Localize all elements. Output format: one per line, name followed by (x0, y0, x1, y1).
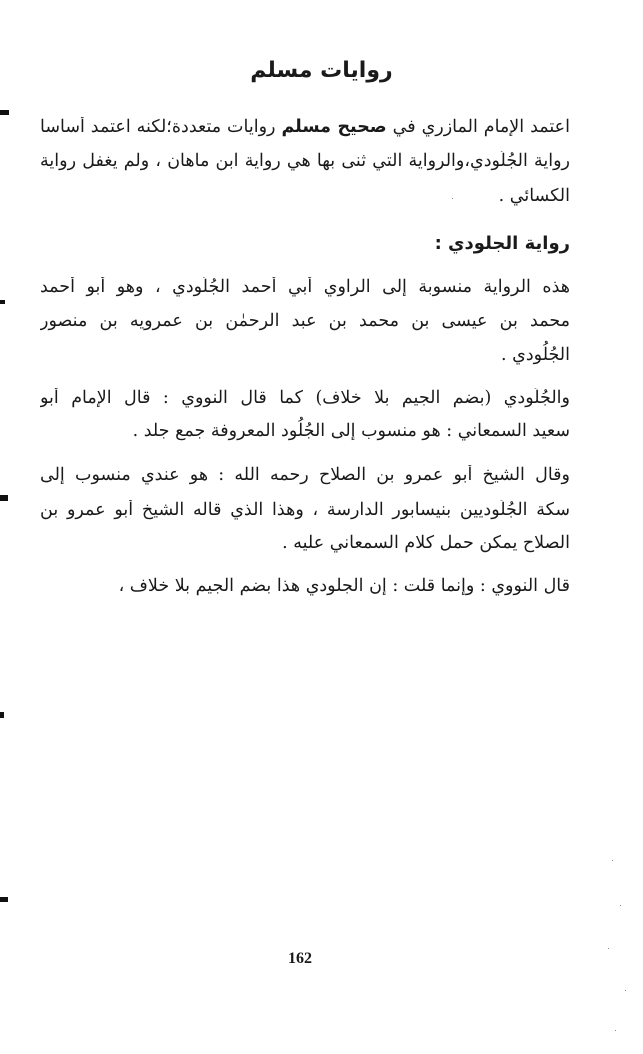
page-number: 162 (288, 950, 312, 967)
section-heading: رواية الجلودي : (434, 233, 570, 254)
paragraph-1-line-3: الجُلُودي . (501, 345, 570, 365)
paragraph-2-line-2: سعيد السمعاني : هو منسوب إلى الجُلُود المعروفة جمع جلد . (132, 421, 570, 441)
paragraph-3-line-3: الصلاح يمكن حمل كلام السمعاني عليه . (282, 533, 570, 553)
scan-speck (452, 198, 453, 199)
scan-speck (625, 990, 626, 991)
scan-speck (608, 948, 609, 949)
paragraph-4-line-1: قال النووي : وإنما قلت : إن الجلودي هذا بضم الجيم بلا خلاف ، (118, 576, 570, 596)
paragraph-2-line-1: والجُلُودي (بضم الجيم بلا خلاف) كما قال النووي : قال الإمام أبو (40, 388, 570, 408)
intro-line-1-start: اعتمد الإمام المازري في (392, 117, 570, 137)
scan-mark-3 (0, 495, 8, 501)
paragraph-3-line-1: وقال الشيخ أبو عمرو بن الصلاح رحمه الله : هو عندي منسوب إلى (40, 465, 570, 485)
intro-line-2: رواية الجُلُودي،والرواية التي ثنى بها هي رواية ابن ماهان ، ولم يغفل رواية (40, 151, 570, 171)
paragraph-1-line-2: محمد بن عيسى بن محمد بن عبد الرحمٰن بن عمرويه بن منصور (40, 311, 570, 331)
page-title: روايات مسلم (250, 58, 393, 83)
intro-line-1 (40, 117, 570, 147)
scan-speck (620, 905, 621, 906)
scan-mark-5 (0, 897, 8, 902)
scan-mark-1 (0, 110, 9, 115)
scan-mark-4 (0, 712, 4, 718)
book-title-bold: صحيح مسلم (281, 117, 387, 137)
scan-speck (612, 860, 613, 861)
scan-speck (615, 1030, 616, 1031)
intro-line-3: الكسائي . (498, 186, 570, 206)
paragraph-3-line-2: سكة الجُلُوديين بنيسابور الدارسة ، وهذا الذي قاله الشيخ أبو عمرو بن (40, 500, 570, 520)
paragraph-1-line-1: هذه الرواية منسوبة إلى الراوي أبي أحمد الجُلُودي ، وهو أبو أحمد (40, 277, 570, 297)
intro-line-1-end: روايات متعددة؛لكنه اعتمد أساسا (40, 117, 276, 137)
scan-mark-2 (0, 300, 5, 304)
